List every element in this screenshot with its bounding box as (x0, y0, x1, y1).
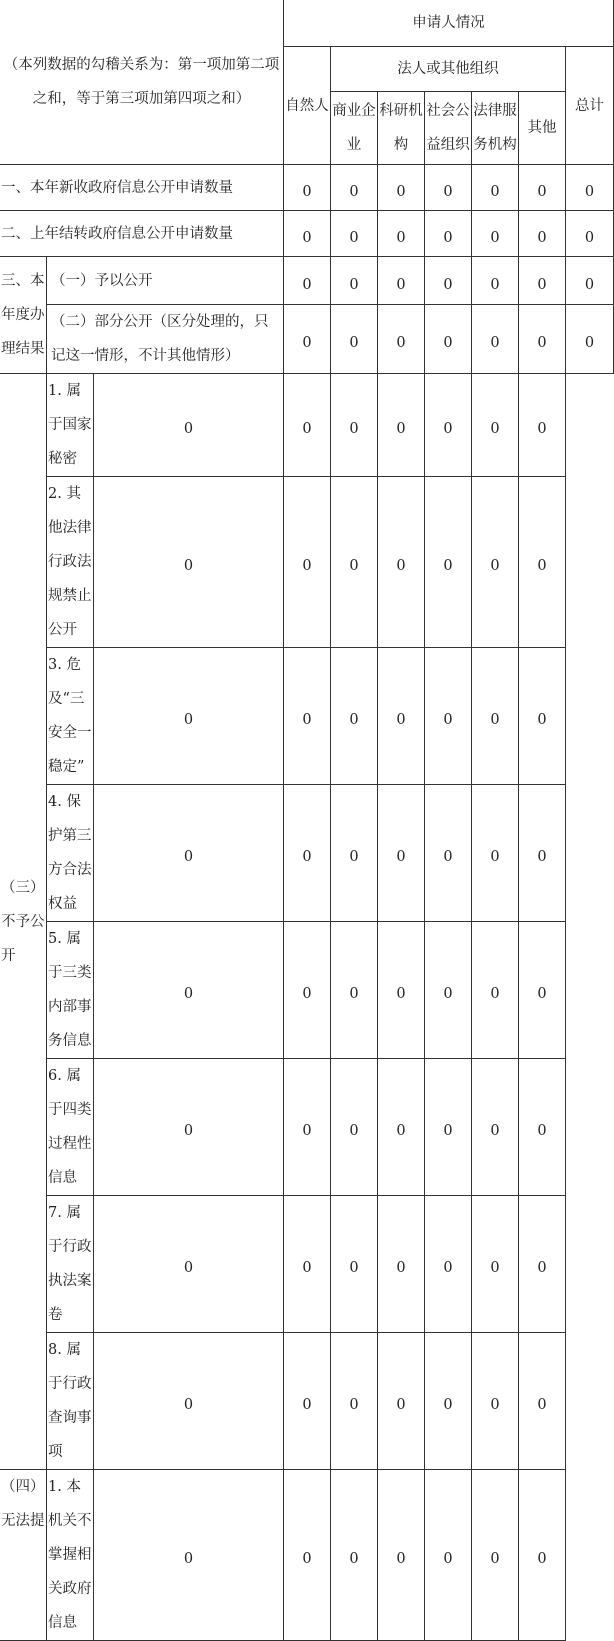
value-cell: 0 (425, 785, 472, 922)
value-cell: 0 (472, 1059, 519, 1196)
value-cell: 0 (425, 257, 472, 305)
value-cell: 0 (425, 922, 472, 1059)
value-cell: 0 (284, 922, 331, 1059)
value-cell: 0 (331, 257, 378, 305)
value-cell: 0 (284, 1333, 331, 1470)
table-row (0, 785, 614, 922)
value-cell: 0 (378, 211, 425, 257)
value-cell: 0 (566, 165, 614, 211)
value-cell: 0 (378, 374, 425, 477)
value-cell: 0 (425, 374, 472, 477)
value-cell: 0 (519, 1470, 566, 1641)
value-cell: 0 (425, 211, 472, 257)
row-label: 3. 危及“三安全一稳定” (47, 648, 94, 785)
value-cell: 0 (378, 1059, 425, 1196)
value-cell: 0 (519, 257, 566, 305)
value-cell: 0 (284, 477, 331, 648)
header-natural-person: 自然人 (284, 47, 331, 165)
value-cell: 0 (284, 374, 331, 477)
value-cell: 0 (331, 305, 378, 374)
row-label: 6. 属于四类过程性信息 (47, 1059, 94, 1196)
value-cell: 0 (472, 1470, 519, 1641)
row-label: 1. 属于国家秘密 (47, 374, 94, 477)
value-cell: 0 (378, 257, 425, 305)
value-cell: 0 (519, 305, 566, 374)
value-cell: 0 (425, 305, 472, 374)
row-label: 4. 保护第三方合法权益 (47, 785, 94, 922)
value-cell: 0 (284, 211, 331, 257)
row-label: 1. 本机关不掌握相关政府信息 (47, 1470, 94, 1641)
header-org-3: 法律服务机构 (472, 92, 519, 165)
header-org-4: 其他 (519, 92, 566, 165)
value-cell: 0 (566, 305, 614, 374)
value-cell: 0 (519, 374, 566, 477)
row-label: 一、本年新收政府信息公开申请数量 (0, 165, 284, 211)
value-cell: 0 (519, 1196, 566, 1333)
value-cell: 0 (94, 785, 284, 922)
value-cell: 0 (331, 648, 378, 785)
value-cell: 0 (331, 1059, 378, 1196)
value-cell: 0 (519, 1333, 566, 1470)
value-cell: 0 (284, 648, 331, 785)
value-cell: 0 (566, 257, 614, 305)
value-cell: 0 (472, 374, 519, 477)
value-cell: 0 (94, 922, 284, 1059)
value-cell: 0 (425, 165, 472, 211)
value-cell: 0 (566, 211, 614, 257)
value-cell: 0 (94, 1333, 284, 1470)
value-cell: 0 (284, 1196, 331, 1333)
value-cell: 0 (472, 211, 519, 257)
section3-label: 三、本年度办理结果 (0, 257, 47, 374)
value-cell: 0 (284, 1470, 331, 1641)
value-cell: 0 (378, 922, 425, 1059)
value-cell: 0 (284, 1059, 331, 1196)
table-row (0, 1196, 614, 1333)
value-cell: 0 (284, 785, 331, 922)
value-cell: 0 (331, 785, 378, 922)
table-row (0, 477, 614, 648)
table-row (0, 648, 614, 785)
value-cell: 0 (425, 1333, 472, 1470)
value-cell: 0 (284, 305, 331, 374)
value-cell: 0 (94, 1470, 284, 1641)
value-cell: 0 (472, 305, 519, 374)
value-cell: 0 (94, 1059, 284, 1196)
value-cell: 0 (472, 165, 519, 211)
value-cell: 0 (331, 165, 378, 211)
row-label: 二、上年结转政府信息公开申请数量 (0, 211, 284, 257)
value-cell: 0 (378, 785, 425, 922)
header-org-1: 科研机构 (378, 92, 425, 165)
row-label: （二）部分公开（区分处理的，只记这一情形，不计其他情形） (47, 305, 284, 374)
header-org-2: 社会公益组织 (425, 92, 472, 165)
value-cell: 0 (94, 374, 284, 477)
table-row (0, 1470, 614, 1641)
value-cell: 0 (519, 165, 566, 211)
row-label: 8. 属于行政查询事项 (47, 1333, 94, 1470)
value-cell: 0 (472, 648, 519, 785)
value-cell: 0 (378, 1196, 425, 1333)
group4-label: （四）无法提 (0, 1470, 47, 1641)
header-org-0: 商业企业 (331, 92, 378, 165)
value-cell: 0 (472, 477, 519, 648)
value-cell: 0 (519, 477, 566, 648)
value-cell: 0 (378, 1333, 425, 1470)
table-row (0, 1059, 614, 1196)
table-row (0, 1333, 614, 1470)
value-cell: 0 (331, 1196, 378, 1333)
group3-label: （三）不予公开 (0, 374, 47, 1470)
value-cell: 0 (331, 1470, 378, 1641)
value-cell: 0 (331, 922, 378, 1059)
table-row (0, 922, 614, 1059)
value-cell: 0 (378, 477, 425, 648)
value-cell: 0 (378, 165, 425, 211)
value-cell: 0 (425, 477, 472, 648)
value-cell: 0 (472, 257, 519, 305)
value-cell: 0 (519, 211, 566, 257)
header-note: （本列数据的勾稽关系为：第一项加第二项之和，等于第三项加第四项之和） (0, 0, 284, 165)
value-cell: 0 (331, 1333, 378, 1470)
value-cell: 0 (425, 648, 472, 785)
value-cell: 0 (331, 477, 378, 648)
row-label: 7. 属于行政执法案卷 (47, 1196, 94, 1333)
value-cell: 0 (519, 922, 566, 1059)
value-cell: 0 (94, 477, 284, 648)
value-cell: 0 (331, 211, 378, 257)
value-cell: 0 (284, 257, 331, 305)
value-cell: 0 (94, 648, 284, 785)
table-row (0, 374, 614, 477)
value-cell: 0 (425, 1059, 472, 1196)
value-cell: 0 (519, 785, 566, 922)
value-cell: 0 (472, 922, 519, 1059)
value-cell: 0 (425, 1470, 472, 1641)
value-cell: 0 (94, 1196, 284, 1333)
value-cell: 0 (284, 165, 331, 211)
row-label: （一）予以公开 (47, 257, 284, 305)
value-cell: 0 (378, 648, 425, 785)
value-cell: 0 (519, 648, 566, 785)
row-label: 5. 属于三类内部事务信息 (47, 922, 94, 1059)
value-cell: 0 (378, 1470, 425, 1641)
value-cell: 0 (472, 1333, 519, 1470)
value-cell: 0 (425, 1196, 472, 1333)
value-cell: 0 (378, 305, 425, 374)
header-total: 总计 (566, 47, 614, 165)
value-cell: 0 (472, 1196, 519, 1333)
header-applicant: 申请人情况 (284, 0, 614, 47)
value-cell: 0 (519, 1059, 566, 1196)
header-org-group: 法人或其他组织 (331, 47, 566, 92)
row-label: 2. 其他法律行政法规禁止公开 (47, 477, 94, 648)
value-cell: 0 (472, 785, 519, 922)
value-cell: 0 (331, 374, 378, 477)
